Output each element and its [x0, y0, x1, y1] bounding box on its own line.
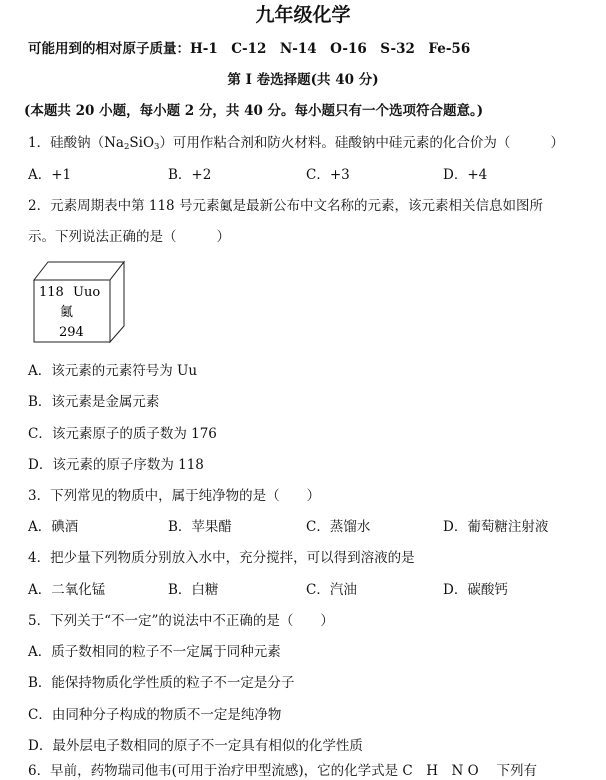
q4-option-d[interactable]: D．碳酸钙: [443, 582, 508, 598]
q2-element-glyph: 鿫: [219, 199, 233, 214]
atomic-masses-line: 可能用到的相对原子质量：H-1 C-12 N-14 O-16 S-32 Fe-56: [28, 41, 471, 57]
q1-subscript-3: 3: [154, 142, 160, 152]
q4-option-b[interactable]: B．白糖: [168, 582, 219, 598]
question-2-stem-line-1: [28, 197, 578, 216]
question-1-stem: [28, 134, 578, 156]
q2-stem-line-2-text: 示。下列说法正确的是（: [28, 229, 177, 245]
q2-stem-part-b: 是最新公布中文名称的元素，该元素相关信息如图所: [232, 198, 543, 214]
question-4-stem: 4．把少量下列物质分别放入水中，充分搅拌，可以得到溶液的是: [28, 550, 415, 566]
q1-option-c[interactable]: C．+3: [306, 167, 350, 183]
q3-option-b[interactable]: B．苹果醋: [168, 519, 232, 535]
q1-stem-part-a: 1．硅酸钠（Na: [28, 135, 124, 151]
element-atomic-number: 118: [39, 285, 64, 300]
q2-stem-line-2-end: ）: [216, 229, 230, 245]
element-symbol: Uuo: [73, 285, 101, 300]
q3-option-a[interactable]: A．碘酒: [28, 519, 79, 535]
section-instructions: (本题共 20 小题，每小题 2 分，共 40 分。每小题只有一个选项符合题意。): [24, 103, 484, 119]
q2-option-d[interactable]: D．该元素的原子序数为 118: [28, 457, 204, 473]
question-5-stem: 5．下列关于“不一定”的说法中不正确的是（ ）: [28, 613, 334, 629]
element-cell-diagram: [30, 256, 126, 344]
q1-option-a[interactable]: A．+1: [28, 167, 72, 183]
question-3-stem: 3．下列常见的物质中，属于纯净物的是（ ）: [28, 488, 321, 504]
q2-option-c[interactable]: C．该元素原子的质子数为 176: [28, 426, 217, 442]
q4-option-c[interactable]: C．汽油: [306, 582, 357, 598]
q5-option-c[interactable]: C．由同种分子构成的物质不一定是纯净物: [28, 707, 282, 723]
cube-top-face: [34, 262, 124, 280]
question-2-stem-line-2: [28, 228, 578, 246]
q1-stem-part-c: ）可用作粘合剂和防火材料。硅酸钠中硅元素的化合价为（: [159, 135, 511, 151]
question-6-stem-partial: 6．早前，药物瑞司他韦(可用于治疗甲型流感)，它的化学式是 C H N O 下列有: [28, 763, 537, 779]
q1-option-b[interactable]: B．+2: [168, 167, 212, 183]
q5-option-b[interactable]: B．能保持物质化学性质的粒子不一定是分子: [28, 675, 295, 691]
q2-stem-part-a: 2．元素周期表中第 118 号元素: [28, 198, 220, 214]
q4-option-a[interactable]: A．二氧化锰: [28, 582, 106, 598]
q5-option-a[interactable]: A．质子数相同的粒子不一定属于同种元素: [28, 644, 281, 660]
q2-option-b[interactable]: B．该元素是金属元素: [28, 394, 160, 410]
exam-title: 九年级化学: [255, 4, 351, 26]
section-title: 第 I 卷选择题(共 40 分): [227, 72, 379, 88]
q1-option-d[interactable]: D．+4: [443, 167, 488, 183]
q3-option-d[interactable]: D．葡萄糖注射液: [443, 519, 549, 535]
q1-subscript-2: 2: [123, 142, 130, 152]
q1-stem-part-b: SiO: [129, 135, 155, 151]
q2-option-a[interactable]: A．该元素的元素符号为 Uu: [28, 363, 198, 379]
element-name: 鿫: [60, 305, 74, 320]
element-atomic-mass: 294: [59, 325, 84, 340]
q3-option-c[interactable]: C．蒸馏水: [306, 519, 371, 535]
q1-stem-end: ）: [550, 135, 564, 151]
q5-option-d[interactable]: D．最外层电子数相同的原子不一定具有相似的化学性质: [28, 738, 363, 754]
